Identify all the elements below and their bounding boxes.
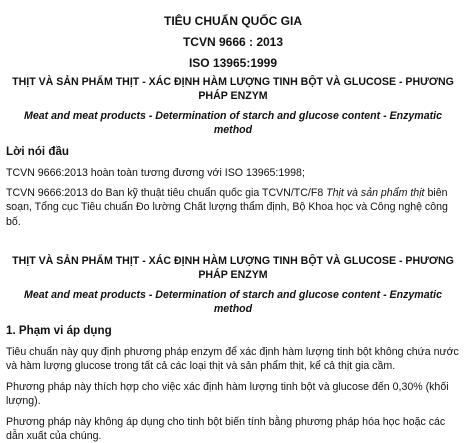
tcvn-code: TCVN 9666 : 2013: [182, 35, 284, 49]
document-title-vn: THỊT VÀ SẢN PHẨM THỊT - XÁC ĐỊNH HÀM LƯỢNG TINH BỘT VÀ GLUCOSE - PHƯƠNG PHÁP ENZYM: [12, 76, 454, 102]
scope-para-1: Tiêu chuẩn này quy định phương pháp enzym để xác định hàm lượng tinh bột không chứa nước và hàm lượng glucose trong tất cả các loại thịt và sản phẩm thịt, kể cả thịt gia cầm.: [6, 345, 459, 373]
scope-heading: 1. Phạm vi áp dụng: [6, 324, 112, 338]
iso-code: ISO 13965:1999: [188, 56, 278, 70]
foreword-para-2-end: biên soạn, Tổng cục Tiêu chuẩn Đo lường Chất lượng thẩm định, Bộ Khoa học và Công nghệ công bố.: [6, 187, 448, 228]
standard-label: TIÊU CHUẨN QUỐC GIA: [164, 14, 302, 28]
main-title-en: Meat and meat products - Determination of starch and glucose content - Enzymatic method: [24, 289, 442, 316]
main-title-vn: THỊT VÀ SẢN PHẨM THỊT - XÁC ĐỊNH HÀM LƯỢNG TINH BỘT VÀ GLUCOSE - PHƯƠNG PHÁP ENZYM: [12, 255, 454, 282]
foreword-para-1: TCVN 9666:2013 hoàn toàn tương đương với ISO 13965:1998;: [6, 166, 305, 179]
scope-para-2: Phương pháp này thích hợp cho việc xác định hàm lượng tinh bột và glucose đến 0,30% (khối lượng).: [6, 380, 449, 408]
foreword-para-2: [6, 186, 460, 229]
foreword-heading: Lời nói đầu: [6, 144, 69, 158]
document-title-en: Meat and meat products - Determination of starch and glucose content - Enzymatic method: [24, 109, 442, 136]
committee-name: Thịt và sản phẩm thịt: [326, 187, 425, 200]
scope-para-3: Phương pháp này không áp dụng cho tinh bột biến tính bằng phương pháp hóa học hoặc các dẫn xuất của chúng.: [6, 415, 446, 442]
section-spacer: [6, 229, 460, 251]
foreword-para-2-start: TCVN 9666:2013 do Ban kỹ thuật tiêu chuẩn quốc gia TCVN/TC/F8: [6, 187, 327, 200]
